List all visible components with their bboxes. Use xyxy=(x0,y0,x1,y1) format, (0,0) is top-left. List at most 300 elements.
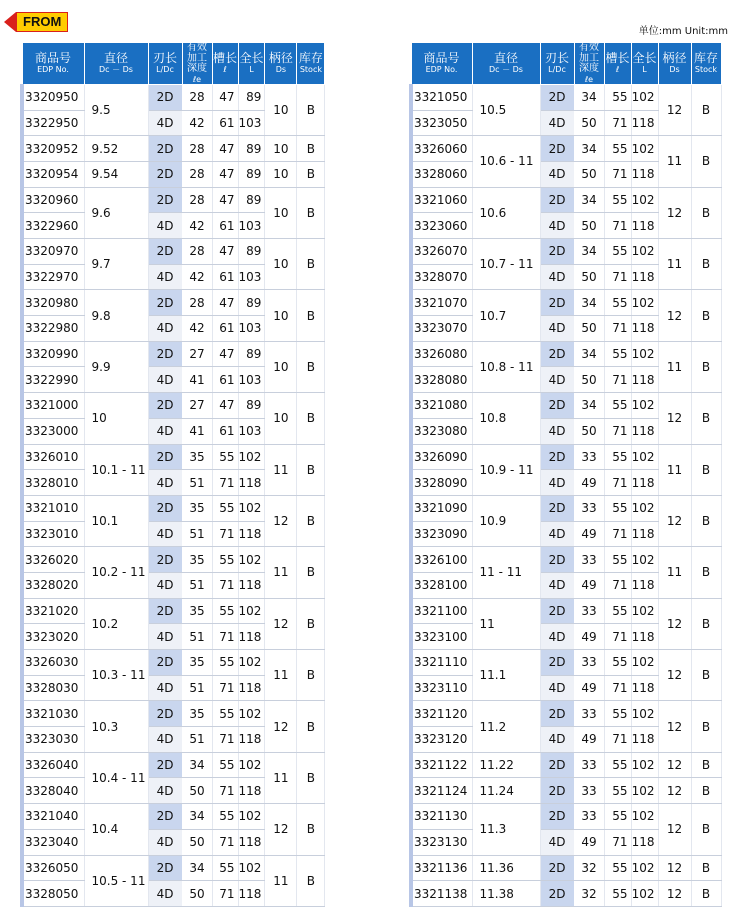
edp-number-cell: 3328010 xyxy=(22,470,84,496)
flute-ratio-cell: 2D xyxy=(148,84,182,110)
overall-length-cell: 102 xyxy=(238,804,265,830)
shank-diameter-cell: 10 xyxy=(265,290,297,341)
diameter-cell: 10.8 - 11 xyxy=(472,341,540,392)
overall-length-cell: 102 xyxy=(238,444,265,470)
edp-number-cell: 3322960 xyxy=(22,213,84,239)
effective-depth-cell: 50 xyxy=(574,316,604,342)
edp-number-cell: 3321080 xyxy=(411,393,472,419)
flute-ratio-cell: 2D xyxy=(540,341,574,367)
diameter-cell: 11 xyxy=(472,598,540,649)
shank-diameter-cell: 12 xyxy=(658,804,691,855)
edp-number-cell: 3320980 xyxy=(22,290,84,316)
overall-length-cell: 118 xyxy=(238,521,265,547)
flute-ratio-cell: 4D xyxy=(540,727,574,753)
diameter-cell: 9.5 xyxy=(84,84,148,135)
diameter-cell: 11.2 xyxy=(472,701,540,752)
table-row xyxy=(411,881,721,907)
stock-cell: B xyxy=(691,393,721,444)
effective-depth-cell: 34 xyxy=(182,804,212,830)
stock-cell: B xyxy=(691,547,721,598)
edp-number-cell: 3328080 xyxy=(411,367,472,393)
edp-number-cell: 3321010 xyxy=(22,495,84,521)
flute-length-cell: 71 xyxy=(212,829,238,855)
overall-length-cell: 102 xyxy=(238,752,265,778)
overall-length-cell: 118 xyxy=(238,829,265,855)
flute-ratio-cell: 4D xyxy=(148,110,182,136)
flute-length-cell: 71 xyxy=(212,624,238,650)
edp-number-cell: 3326080 xyxy=(411,341,472,367)
table-row xyxy=(411,290,721,316)
flute-ratio-cell: 2D xyxy=(540,881,574,907)
header-edp: 商品号 EDP No. xyxy=(411,43,472,85)
flute-ratio-cell: 2D xyxy=(148,804,182,830)
flute-length-cell: 71 xyxy=(604,829,631,855)
flute-ratio-cell: 2D xyxy=(148,187,182,213)
flute-ratio-cell: 4D xyxy=(148,829,182,855)
effective-depth-cell: 28 xyxy=(182,239,212,265)
shank-diameter-cell: 12 xyxy=(265,598,297,649)
effective-depth-cell: 34 xyxy=(182,752,212,778)
effective-depth-cell: 42 xyxy=(182,213,212,239)
effective-depth-cell: 33 xyxy=(574,650,604,676)
stock-cell: B xyxy=(691,804,721,855)
edp-number-cell: 3321100 xyxy=(411,598,472,624)
flute-ratio-cell: 2D xyxy=(540,187,574,213)
flute-ratio-cell: 2D xyxy=(148,239,182,265)
flute-length-cell: 71 xyxy=(604,572,631,598)
overall-length-cell: 102 xyxy=(631,881,658,907)
effective-depth-cell: 35 xyxy=(182,598,212,624)
from-label: FROM xyxy=(16,12,68,32)
diameter-cell: 11.38 xyxy=(472,881,540,907)
overall-length-cell: 102 xyxy=(238,598,265,624)
diameter-cell: 10.6 xyxy=(472,187,540,238)
flute-length-cell: 55 xyxy=(604,84,631,110)
flute-ratio-cell: 4D xyxy=(540,367,574,393)
edp-number-cell: 3323090 xyxy=(411,521,472,547)
effective-depth-cell: 28 xyxy=(182,136,212,162)
shank-diameter-cell: 10 xyxy=(265,341,297,392)
overall-length-cell: 118 xyxy=(631,470,658,496)
flute-length-cell: 71 xyxy=(604,213,631,239)
header-shank: 柄径 Ds xyxy=(265,43,297,85)
stock-cell: B xyxy=(691,84,721,135)
flute-length-cell: 55 xyxy=(604,393,631,419)
edp-number-cell: 3320952 xyxy=(22,136,84,162)
shank-diameter-cell: 11 xyxy=(265,650,297,701)
flute-ratio-cell: 2D xyxy=(148,752,182,778)
shank-diameter-cell: 11 xyxy=(265,547,297,598)
effective-depth-cell: 35 xyxy=(182,444,212,470)
flute-ratio-cell: 4D xyxy=(148,624,182,650)
table-row xyxy=(22,598,325,624)
flute-length-cell: 47 xyxy=(212,136,238,162)
flute-ratio-cell: 4D xyxy=(148,316,182,342)
overall-length-cell: 102 xyxy=(631,341,658,367)
shank-diameter-cell: 10 xyxy=(265,187,297,238)
overall-length-cell: 89 xyxy=(238,290,265,316)
flute-ratio-cell: 2D xyxy=(540,239,574,265)
flute-ratio-cell: 2D xyxy=(540,393,574,419)
flute-ratio-cell: 2D xyxy=(540,855,574,881)
edp-number-cell: 3323100 xyxy=(411,624,472,650)
shank-diameter-cell: 11 xyxy=(265,855,297,906)
flute-length-cell: 71 xyxy=(212,675,238,701)
overall-length-cell: 118 xyxy=(238,778,265,804)
header-flute-length: 槽长 ℓ xyxy=(604,43,631,85)
shank-diameter-cell: 10 xyxy=(265,161,297,187)
table-row xyxy=(411,650,721,676)
flute-length-cell: 55 xyxy=(604,495,631,521)
edp-number-cell: 3321040 xyxy=(22,804,84,830)
flute-ratio-cell: 2D xyxy=(148,161,182,187)
effective-depth-cell: 35 xyxy=(182,495,212,521)
overall-length-cell: 102 xyxy=(238,650,265,676)
edp-number-cell: 3323000 xyxy=(22,418,84,444)
diameter-cell: 10.7 - 11 xyxy=(472,239,540,290)
flute-ratio-cell: 4D xyxy=(148,470,182,496)
header-overall-length: 全长 L xyxy=(631,43,658,85)
diameter-cell: 9.7 xyxy=(84,239,148,290)
stock-cell: B xyxy=(297,136,325,162)
flute-ratio-cell: 2D xyxy=(148,701,182,727)
effective-depth-cell: 49 xyxy=(574,470,604,496)
edp-number-cell: 3322990 xyxy=(22,367,84,393)
edp-number-cell: 3326090 xyxy=(411,444,472,470)
flute-ratio-cell: 2D xyxy=(540,778,574,804)
effective-depth-cell: 41 xyxy=(182,367,212,393)
stock-cell: B xyxy=(297,393,325,444)
flute-length-cell: 55 xyxy=(604,187,631,213)
table-row xyxy=(22,547,325,573)
flute-length-cell: 55 xyxy=(604,598,631,624)
flute-ratio-cell: 4D xyxy=(540,521,574,547)
header-shank: 柄径 Ds xyxy=(658,43,691,85)
diameter-cell: 10.2 - 11 xyxy=(84,547,148,598)
flute-length-cell: 55 xyxy=(604,804,631,830)
shank-diameter-cell: 12 xyxy=(658,650,691,701)
table-row xyxy=(411,778,721,804)
overall-length-cell: 102 xyxy=(238,547,265,573)
overall-length-cell: 89 xyxy=(238,239,265,265)
flute-ratio-cell: 2D xyxy=(148,393,182,419)
edp-number-cell: 3321136 xyxy=(411,855,472,881)
edp-number-cell: 3328030 xyxy=(22,675,84,701)
diameter-cell: 9.9 xyxy=(84,341,148,392)
flute-ratio-cell: 4D xyxy=(148,675,182,701)
header-flute-length: 槽长 ℓ xyxy=(212,43,238,85)
stock-cell: B xyxy=(297,855,325,906)
table-row xyxy=(411,84,721,110)
shank-diameter-cell: 12 xyxy=(658,598,691,649)
diameter-cell: 11.22 xyxy=(472,752,540,778)
overall-length-cell: 102 xyxy=(631,495,658,521)
flute-length-cell: 55 xyxy=(212,804,238,830)
effective-depth-cell: 50 xyxy=(574,110,604,136)
stock-cell: B xyxy=(297,341,325,392)
stock-cell: B xyxy=(297,701,325,752)
edp-number-cell: 3321138 xyxy=(411,881,472,907)
stock-cell: B xyxy=(691,881,721,907)
effective-depth-cell: 50 xyxy=(574,418,604,444)
arrow-left-icon xyxy=(4,12,16,32)
flute-length-cell: 61 xyxy=(212,418,238,444)
stock-cell: B xyxy=(691,752,721,778)
shank-diameter-cell: 10 xyxy=(265,239,297,290)
flute-ratio-cell: 4D xyxy=(540,572,574,598)
overall-length-cell: 103 xyxy=(238,264,265,290)
overall-length-cell: 118 xyxy=(631,829,658,855)
diameter-cell: 10.1 - 11 xyxy=(84,444,148,495)
diameter-cell: 10.6 - 11 xyxy=(472,136,540,187)
edp-number-cell: 3323030 xyxy=(22,727,84,753)
diameter-cell: 9.6 xyxy=(84,187,148,238)
flute-ratio-cell: 2D xyxy=(540,752,574,778)
overall-length-cell: 118 xyxy=(631,675,658,701)
effective-depth-cell: 33 xyxy=(574,752,604,778)
flute-length-cell: 55 xyxy=(212,855,238,881)
overall-length-cell: 118 xyxy=(631,624,658,650)
diameter-cell: 10.1 xyxy=(84,495,148,546)
stock-cell: B xyxy=(297,161,325,187)
edp-number-cell: 3321030 xyxy=(22,701,84,727)
effective-depth-cell: 51 xyxy=(182,572,212,598)
table-row xyxy=(411,547,721,573)
flute-length-cell: 71 xyxy=(604,367,631,393)
flute-length-cell: 55 xyxy=(212,701,238,727)
overall-length-cell: 102 xyxy=(631,393,658,419)
stock-cell: B xyxy=(297,290,325,341)
table-row xyxy=(411,341,721,367)
effective-depth-cell: 34 xyxy=(574,136,604,162)
diameter-cell: 9.52 xyxy=(84,136,148,162)
effective-depth-cell: 41 xyxy=(182,418,212,444)
flute-length-cell: 55 xyxy=(604,290,631,316)
overall-length-cell: 102 xyxy=(631,598,658,624)
effective-depth-cell: 34 xyxy=(574,84,604,110)
flute-ratio-cell: 4D xyxy=(148,418,182,444)
header-flute-ratio: 刃长 L/Dc xyxy=(540,43,574,85)
flute-ratio-cell: 4D xyxy=(148,521,182,547)
edp-number-cell: 3326060 xyxy=(411,136,472,162)
flute-ratio-cell: 4D xyxy=(148,778,182,804)
edp-number-cell: 3328020 xyxy=(22,572,84,598)
stock-cell: B xyxy=(297,495,325,546)
effective-depth-cell: 33 xyxy=(574,444,604,470)
flute-ratio-cell: 4D xyxy=(148,727,182,753)
shank-diameter-cell: 11 xyxy=(265,444,297,495)
flute-ratio-cell: 4D xyxy=(148,213,182,239)
effective-depth-cell: 33 xyxy=(574,547,604,573)
edp-number-cell: 3322980 xyxy=(22,316,84,342)
table-row xyxy=(22,495,325,521)
flute-length-cell: 55 xyxy=(604,650,631,676)
shank-diameter-cell: 11 xyxy=(658,341,691,392)
flute-length-cell: 71 xyxy=(604,727,631,753)
flute-length-cell: 55 xyxy=(212,547,238,573)
effective-depth-cell: 28 xyxy=(182,161,212,187)
shank-diameter-cell: 12 xyxy=(265,495,297,546)
shank-diameter-cell: 10 xyxy=(265,84,297,135)
overall-length-cell: 102 xyxy=(631,650,658,676)
effective-depth-cell: 50 xyxy=(574,264,604,290)
effective-depth-cell: 33 xyxy=(574,804,604,830)
shank-diameter-cell: 12 xyxy=(265,701,297,752)
table-row xyxy=(22,804,325,830)
table-row xyxy=(411,598,721,624)
edp-number-cell: 3321110 xyxy=(411,650,472,676)
overall-length-cell: 118 xyxy=(631,110,658,136)
edp-number-cell: 3322970 xyxy=(22,264,84,290)
edp-number-cell: 3322950 xyxy=(22,110,84,136)
overall-length-cell: 103 xyxy=(238,213,265,239)
shank-diameter-cell: 12 xyxy=(658,495,691,546)
table-row xyxy=(22,161,325,187)
flute-ratio-cell: 2D xyxy=(540,598,574,624)
table-row xyxy=(411,752,721,778)
flute-length-cell: 61 xyxy=(212,367,238,393)
header-effective-depth: 有效加工深度 ℓe xyxy=(574,43,604,85)
unit-label: 单位:mm Unit:mm xyxy=(638,26,728,37)
flute-length-cell: 71 xyxy=(604,264,631,290)
flute-ratio-cell: 4D xyxy=(540,829,574,855)
flute-length-cell: 71 xyxy=(604,624,631,650)
flute-length-cell: 61 xyxy=(212,316,238,342)
effective-depth-cell: 28 xyxy=(182,84,212,110)
flute-ratio-cell: 4D xyxy=(148,881,182,907)
stock-cell: B xyxy=(297,752,325,803)
diameter-cell: 11.1 xyxy=(472,650,540,701)
overall-length-cell: 102 xyxy=(238,701,265,727)
overall-length-cell: 118 xyxy=(631,367,658,393)
table-row xyxy=(22,84,325,110)
effective-depth-cell: 35 xyxy=(182,547,212,573)
flute-length-cell: 71 xyxy=(604,470,631,496)
diameter-cell: 10.3 xyxy=(84,701,148,752)
stock-cell: B xyxy=(691,239,721,290)
effective-depth-cell: 34 xyxy=(574,290,604,316)
flute-length-cell: 55 xyxy=(604,778,631,804)
edp-number-cell: 3326030 xyxy=(22,650,84,676)
effective-depth-cell: 28 xyxy=(182,290,212,316)
diameter-cell: 10.3 - 11 xyxy=(84,650,148,701)
overall-length-cell: 103 xyxy=(238,110,265,136)
table-body xyxy=(411,84,721,906)
overall-length-cell: 102 xyxy=(631,855,658,881)
flute-ratio-cell: 4D xyxy=(148,572,182,598)
effective-depth-cell: 33 xyxy=(574,495,604,521)
diameter-cell: 11 - 11 xyxy=(472,547,540,598)
overall-length-cell: 102 xyxy=(631,778,658,804)
edp-number-cell: 3323020 xyxy=(22,624,84,650)
shank-diameter-cell: 12 xyxy=(658,752,691,778)
flute-ratio-cell: 4D xyxy=(540,110,574,136)
effective-depth-cell: 27 xyxy=(182,341,212,367)
shank-diameter-cell: 11 xyxy=(658,444,691,495)
flute-length-cell: 55 xyxy=(212,752,238,778)
edp-number-cell: 3320960 xyxy=(22,187,84,213)
flute-length-cell: 47 xyxy=(212,393,238,419)
overall-length-cell: 103 xyxy=(238,418,265,444)
diameter-cell: 10.4 - 11 xyxy=(84,752,148,803)
overall-length-cell: 118 xyxy=(238,675,265,701)
flute-length-cell: 55 xyxy=(212,598,238,624)
effective-depth-cell: 50 xyxy=(574,367,604,393)
flute-length-cell: 55 xyxy=(604,547,631,573)
edp-number-cell: 3321120 xyxy=(411,701,472,727)
flute-ratio-cell: 4D xyxy=(540,316,574,342)
table-row xyxy=(411,393,721,419)
effective-depth-cell: 51 xyxy=(182,727,212,753)
effective-depth-cell: 33 xyxy=(574,701,604,727)
flute-length-cell: 71 xyxy=(604,675,631,701)
edp-number-cell: 3323010 xyxy=(22,521,84,547)
overall-length-cell: 102 xyxy=(631,239,658,265)
table-row xyxy=(411,136,721,162)
flute-length-cell: 71 xyxy=(212,881,238,907)
table-row xyxy=(22,444,325,470)
flute-length-cell: 55 xyxy=(604,136,631,162)
flute-ratio-cell: 4D xyxy=(148,264,182,290)
flute-ratio-cell: 2D xyxy=(540,136,574,162)
table-row xyxy=(22,187,325,213)
flute-ratio-cell: 2D xyxy=(148,444,182,470)
flute-length-cell: 47 xyxy=(212,84,238,110)
edp-number-cell: 3323040 xyxy=(22,829,84,855)
effective-depth-cell: 50 xyxy=(182,829,212,855)
effective-depth-cell: 34 xyxy=(574,393,604,419)
edp-number-cell: 3326070 xyxy=(411,239,472,265)
edp-number-cell: 3321060 xyxy=(411,187,472,213)
table-row xyxy=(22,701,325,727)
diameter-cell: 9.8 xyxy=(84,290,148,341)
table-row xyxy=(411,804,721,830)
flute-ratio-cell: 4D xyxy=(540,213,574,239)
edp-number-cell: 3328060 xyxy=(411,161,472,187)
flute-length-cell: 71 xyxy=(604,110,631,136)
shank-diameter-cell: 11 xyxy=(658,547,691,598)
table-row xyxy=(22,393,325,419)
shank-diameter-cell: 12 xyxy=(658,778,691,804)
effective-depth-cell: 33 xyxy=(574,778,604,804)
overall-length-cell: 118 xyxy=(631,418,658,444)
flute-length-cell: 47 xyxy=(212,161,238,187)
stock-cell: B xyxy=(297,84,325,135)
diameter-cell: 10.2 xyxy=(84,598,148,649)
flute-length-cell: 47 xyxy=(212,187,238,213)
diameter-cell: 11.24 xyxy=(472,778,540,804)
shank-diameter-cell: 11 xyxy=(265,752,297,803)
overall-length-cell: 89 xyxy=(238,84,265,110)
effective-depth-cell: 49 xyxy=(574,675,604,701)
table-row xyxy=(22,855,325,881)
flute-length-cell: 71 xyxy=(212,778,238,804)
table-row xyxy=(411,239,721,265)
table-row xyxy=(22,290,325,316)
edp-number-cell: 3321124 xyxy=(411,778,472,804)
flute-length-cell: 61 xyxy=(212,213,238,239)
effective-depth-cell: 50 xyxy=(574,161,604,187)
overall-length-cell: 118 xyxy=(631,727,658,753)
diameter-cell: 10.5 xyxy=(472,84,540,135)
overall-length-cell: 118 xyxy=(631,316,658,342)
edp-number-cell: 3321070 xyxy=(411,290,472,316)
overall-length-cell: 102 xyxy=(238,855,265,881)
edp-number-cell: 3328040 xyxy=(22,778,84,804)
diameter-cell: 9.54 xyxy=(84,161,148,187)
effective-depth-cell: 34 xyxy=(182,855,212,881)
edp-number-cell: 3323060 xyxy=(411,213,472,239)
